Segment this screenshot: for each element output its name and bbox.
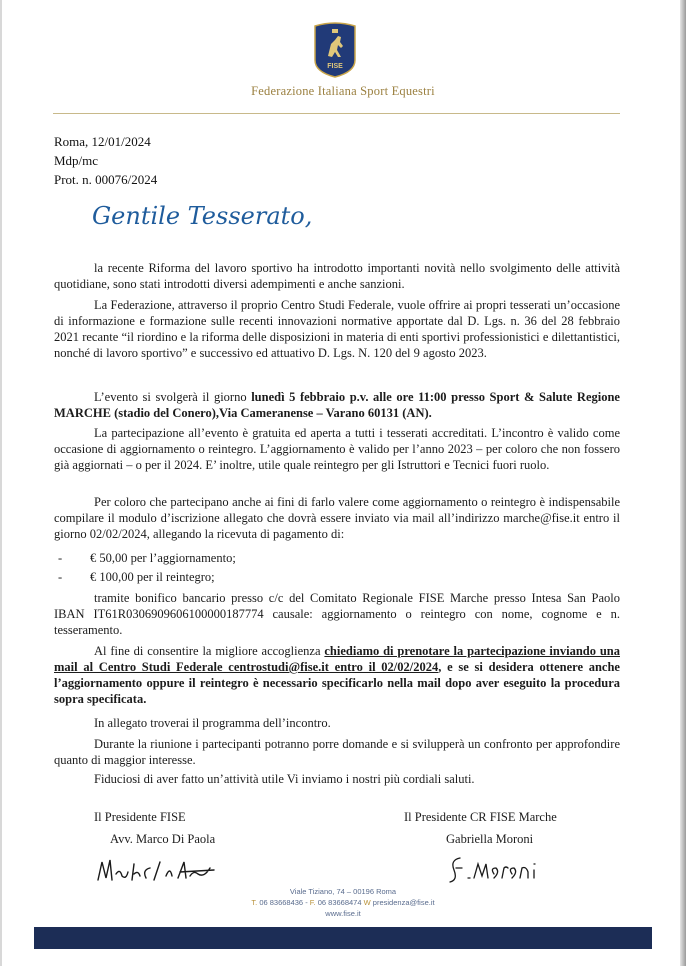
fax-label: F. xyxy=(309,898,316,907)
paragraph-1: la recente Riforma del lavoro sportivo ha introdotto importanti novità nello svolgimento delle attività quotidiane, sono stati introdotti diversi adempimenti e anche sanzioni. xyxy=(54,261,620,291)
paragraph-9: Durante la riunione i partecipanti potranno porre domande e si svilupperà un confronto per approfondire quanto di maggior interesse. xyxy=(54,737,620,767)
footer-band xyxy=(34,927,652,949)
bullet-item: - € 50,00 per l’aggiornamento; xyxy=(58,551,236,565)
greeting: Gentile Tesserato, xyxy=(92,202,313,230)
bullet-aggiornamento: € 50,00 per l’aggiornamento; xyxy=(90,551,236,565)
page-edge-left xyxy=(0,0,2,966)
paragraph-federation xyxy=(54,297,620,361)
paragraph-intro xyxy=(54,260,620,292)
paragraph-3 xyxy=(54,389,620,421)
org-name: Federazione Italiana Sport Equestri xyxy=(251,84,435,98)
booking-intro-text: Al fine di consentire la migliore accoglienza xyxy=(94,644,325,658)
paragraph-event xyxy=(54,389,620,421)
paragraph-2: La Federazione, attraverso il proprio Centro Studi Federale, vuole offrire ai propri tesserati un’occasione di informazione e formazione sulle recenti innovazioni normative apportate dal D. Lgs. n. 36 del 28 febbraio 2021 recante “il riordino e la riforma delle disposizioni in materia di enti sportivi professionistici e dilettantistici, nonché di lavoro sportivo” e successivo ed attuativo D. Lgs. N. 120 del 9 agosto 2023. xyxy=(54,298,620,360)
booking-note-bold: , e se si desidera ottenere anche l’aggiornamento oppure il reintegro è necessario specificarlo nella mail dopo aver eseguito la procedura sopra specificata. xyxy=(54,660,620,706)
paragraph-closing xyxy=(54,771,620,787)
email-label: W xyxy=(363,898,371,907)
protocol-line: Prot. n. 00076/2024 xyxy=(54,172,158,187)
footer-fax: 06 83668474 xyxy=(317,898,362,907)
right-signature-image xyxy=(446,852,550,886)
fise-logo xyxy=(311,20,359,78)
left-signer-role: Il Presidente FISE xyxy=(94,810,186,824)
page-edge-right xyxy=(680,0,686,966)
footer-email[interactable]: presidenza@fise.it xyxy=(372,898,435,907)
paragraph-5: Per coloro che partecipano anche ai fini di farlo valere come aggiornamento o reintegro è indispensabile compilare il modulo d’iscrizione allegato che dovrà essere inviato via mail all’indirizzo marche@fise.it entro il giorno 02/02/2024, allegando la ricevuta di pagamento di: xyxy=(54,495,620,541)
right-signer-role: Il Presidente CR FISE Marche xyxy=(404,810,557,824)
paragraph-meeting xyxy=(54,736,620,768)
left-signer-name: Avv. Marco Di Paola xyxy=(110,832,216,846)
paragraph-participation xyxy=(54,425,620,473)
left-signature-image xyxy=(94,850,220,890)
ref-line: Mdp/mc xyxy=(54,153,99,168)
footer-contacts: T. 06 83668436 - F. 06 83668474 W presidenza@fise.it xyxy=(251,898,435,907)
footer-phone: 06 83668436 xyxy=(259,898,304,907)
logo-text: FISE xyxy=(327,63,343,70)
paragraph-payment xyxy=(54,590,620,638)
phone-label: T. xyxy=(251,898,258,907)
footer-website[interactable]: www.fise.it xyxy=(325,909,361,918)
paragraph-attachment xyxy=(54,715,620,731)
paragraph-6: tramite bonifico bancario presso c/c del Comitato Regionale FISE Marche presso Intesa San Paolo IBAN IT61R0306909606100000187774 causale: aggiornamento o reintegro con nome, cognome e n. tesseramento. xyxy=(54,591,620,637)
paragraph-10: Fiduciosi di aver fatto un’attività utile Vi inviamo i nostri più cordiali saluti. xyxy=(94,772,475,786)
header-divider xyxy=(53,113,620,114)
booking-request-underlined: chiediamo di prenotare la partecipazione inviando una mail al Centro Studi Federale centrostudi@fise.it entro il 02/02/2024 xyxy=(54,644,620,674)
event-details-bold: lunedì 5 febbraio p.v. alle ore 11:00 presso Sport & Salute Regione MARCHE (stadio del Conero),Via Cameranense – Varano 60131 (AN). xyxy=(54,390,620,420)
paragraph-registration xyxy=(54,494,620,542)
paragraph-booking xyxy=(54,643,620,707)
paragraph-8: In allegato troverai il programma dell’incontro. xyxy=(94,716,331,730)
right-signer-name: Gabriella Moroni xyxy=(446,832,534,846)
bullet-reintegro: € 100,00 per il reintegro; xyxy=(90,570,215,584)
paragraph-4: La partecipazione all’evento è gratuita ed aperta a tutti i tesserati accreditati. L’incontro è valido come occasione di aggiornamento o reintegro. L’aggiornamento è valido per l’anno 2023 – per coloro che non fossero già aggiornati – o per il 2024. E’ inoltre, utile quale reintegro per gli Istruttori e Tecnici fuori ruolo. xyxy=(54,426,620,472)
footer-address: Viale Tiziano, 74 – 00196 Roma xyxy=(289,887,397,896)
paragraph-7 xyxy=(54,643,620,707)
event-intro-text: L’evento si svolgerà il giorno xyxy=(94,390,252,404)
bullet-item: - € 100,00 per il reintegro; xyxy=(58,570,215,584)
date-line: Roma, 12/01/2024 xyxy=(54,134,151,149)
